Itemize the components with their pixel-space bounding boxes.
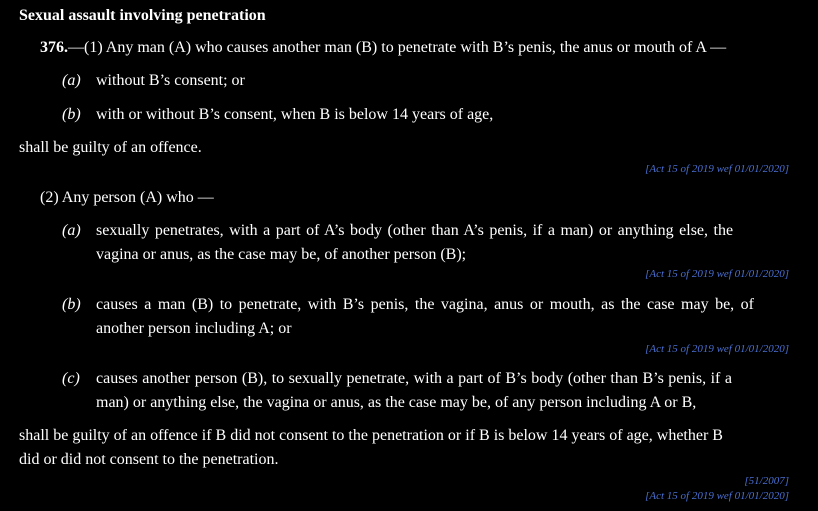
sub2-closing-line2: did or did not consent to the penetration.: [19, 451, 279, 468]
sub1-item-b-text: with or without B’s consent, when B is below 14 years of age,: [96, 106, 494, 123]
sub2-amendment-link-1[interactable]: [51/2007]: [744, 475, 789, 487]
sub1-item-a-label: (a): [62, 72, 81, 89]
sub2-item-c-line1: causes another person (B), to sexually penetrate, with a part of B’s body (other than B’s penis, if a: [96, 370, 732, 387]
sub2-item-b-line2: another person including A; or: [96, 320, 292, 337]
sub1-closing: shall be guilty of an offence.: [19, 139, 202, 156]
sub1-text: Any man (A) who causes another man (B) to penetrate with B’s penis, the anus or mouth of A —: [102, 39, 727, 56]
sub2-item-a-line2: vagina or anus, as the case may be, of another person (B);: [96, 246, 467, 263]
sub1-item-a-text: without B’s consent; or: [96, 72, 245, 89]
sub2-item-c-label: (c): [62, 370, 80, 387]
sub2-closing-line1: shall be guilty of an offence if B did not consent to the penetration or if B is below 14 years of age, whether B: [19, 427, 723, 444]
sub2-item-a-amendment-link[interactable]: [Act 15 of 2019 wef 01/01/2020]: [645, 268, 789, 280]
sub1-number: —(1): [68, 39, 103, 56]
sub2-item-b-label: (b): [62, 296, 81, 313]
sub1-intro: [40, 36, 726, 60]
sub1-item-b-label: (b): [62, 106, 81, 123]
section-heading: Sexual assault involving penetration: [19, 7, 266, 24]
sub2-amendment-link-2[interactable]: [Act 15 of 2019 wef 01/01/2020]: [645, 490, 789, 502]
section-number: 376.: [40, 39, 68, 56]
sub2-item-b-line1: causes a man (B) to penetrate, with B’s penis, the vagina, anus or mouth, as the case may be, of: [96, 296, 754, 313]
sub2-item-b-amendment-link[interactable]: [Act 15 of 2019 wef 01/01/2020]: [645, 343, 789, 355]
sub2-item-c-line2: man) or anything else, the vagina or anus, as the case may be, of any person including A or B,: [96, 394, 697, 411]
sub2-item-a-label: (a): [62, 222, 81, 239]
sub2-intro: (2) Any person (A) who —: [40, 189, 214, 206]
sub1-amendment-link[interactable]: [Act 15 of 2019 wef 01/01/2020]: [645, 163, 789, 175]
sub2-item-a-line1: sexually penetrates, with a part of A’s body (other than A’s penis, if a man) or anything else, the: [96, 222, 734, 239]
